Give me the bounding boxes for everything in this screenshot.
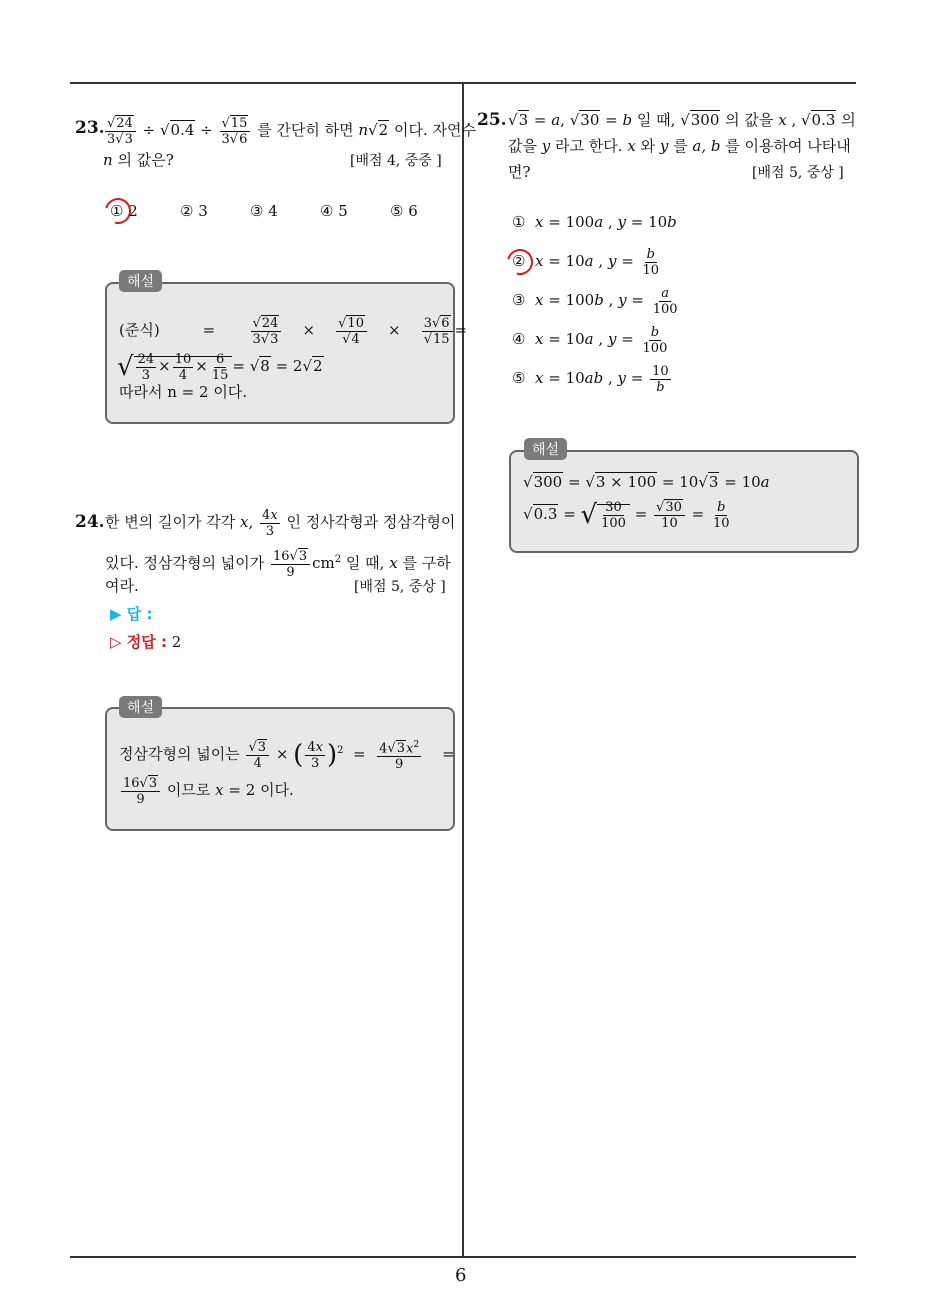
column-divider	[462, 84, 464, 1256]
score-meta: [배점 5, 중상 ]	[752, 165, 844, 181]
choice-3[interactable]: ③ x = 100b , y = $\frac{a}{100}$	[512, 285, 678, 317]
question-number: 23.	[75, 118, 105, 138]
answer-label: ▶ 답 :	[110, 605, 153, 623]
choice-2[interactable]: ② 3	[180, 202, 208, 220]
choice-2[interactable]: ② x = 10a , y = $\frac{b}{10}$	[512, 246, 660, 278]
choice-4[interactable]: ④ x = 10a , y = $\frac{b}{100}$	[512, 324, 668, 356]
correct-answer-value: 2	[171, 633, 182, 651]
explanation-tag: 해설	[119, 270, 162, 292]
bottom-rule	[70, 1256, 856, 1258]
explanation-tag: 해설	[524, 438, 567, 460]
page-number: 6	[455, 1265, 467, 1286]
correct-answer-label: ▷ 정답 :	[110, 633, 167, 651]
choice-4[interactable]: ④ 5	[320, 202, 348, 220]
explanation-box: 정삼각형의 넓이는 $\frac{√3}{4}$ × ( $\frac{4x}{3}$ )$^2$ = $\frac{4√3x^2}{9}$ = $\frac{16√3}{9}$ 이므로 x = 2 이다.	[105, 707, 455, 831]
score-meta: [배점 4, 중중 ]	[350, 153, 442, 169]
explanation-tag: 해설	[119, 696, 162, 718]
question-number: 25.	[477, 110, 507, 130]
choice-1[interactable]: ① x = 100a , y = 10b	[512, 213, 677, 231]
choice-1[interactable]: ① 2	[110, 202, 138, 220]
explanation-box: √300 = √3 × 100 = 10√3 = 10a √0.3 = √ $\frac{30}{100}$ = $\frac{√30}{10}$ = $\frac{b}{10}$	[509, 450, 859, 553]
question-number: 24.	[75, 512, 105, 532]
choice-5[interactable]: ⑤ x = 10ab , y = $\frac{10}{b}$	[512, 363, 669, 395]
choice-5[interactable]: ⑤ 6	[390, 202, 418, 220]
choice-3[interactable]: ③ 4	[250, 202, 278, 220]
score-meta: [배점 5, 중상 ]	[354, 579, 446, 595]
selected-choice-mark	[100, 193, 136, 229]
explanation-box: (준식) = $\frac{√24}{3√3}$ × $\frac{√10}{√4}$ × $\frac{3√6}{√15}$ = √ $\frac{24}{3}$ × $\frac{10}{4}$ × $\frac{6}{15}$ = √8 = 2√2 따라서 n = 2 이다.	[105, 282, 455, 424]
